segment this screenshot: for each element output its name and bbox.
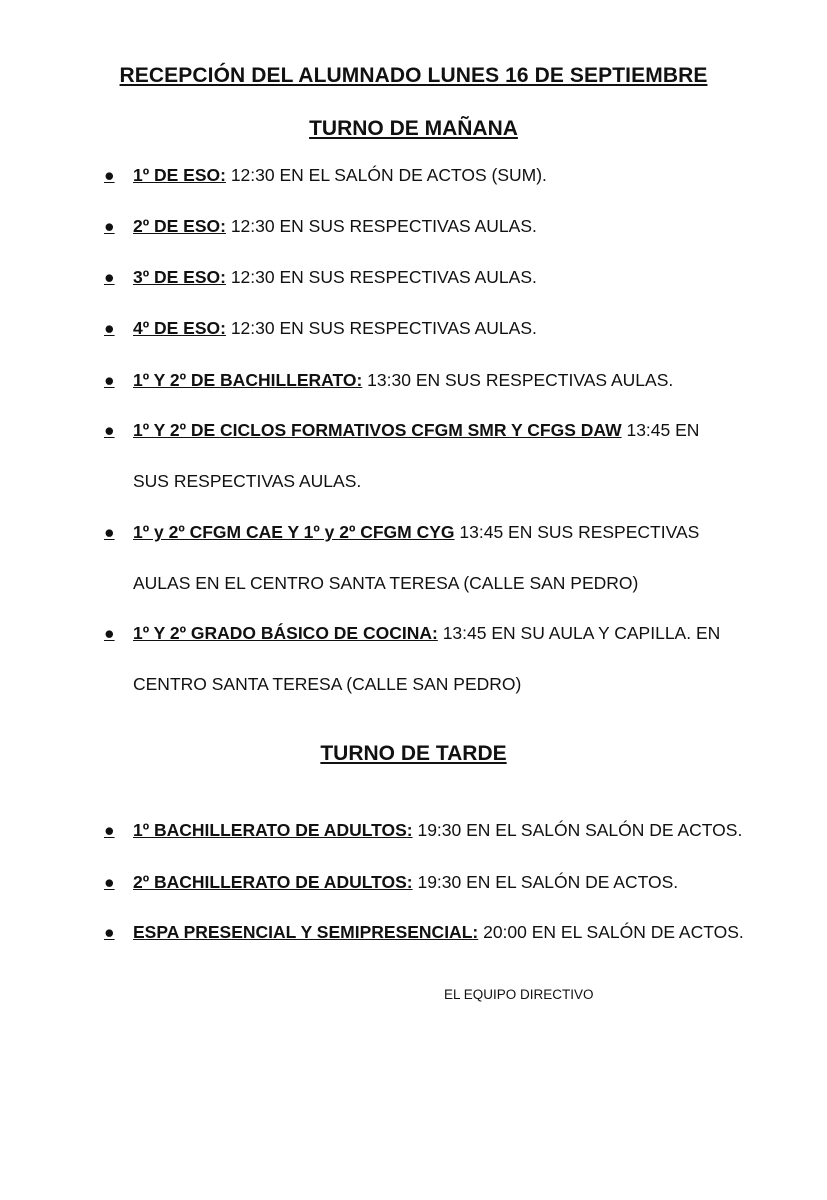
item-text: 13:45 EN bbox=[621, 420, 700, 440]
bullet-icon: ● bbox=[104, 922, 115, 942]
item-label: 1º BACHILLERATO DE ADULTOS: bbox=[133, 820, 413, 840]
item-label: 1º Y 2º DE BACHILLERATO: bbox=[133, 370, 363, 390]
item-continuation: AULAS EN EL CENTRO SANTA TERESA (CALLE SAN PEDRO) bbox=[133, 573, 639, 593]
item-line bbox=[104, 907, 784, 958]
item-line bbox=[104, 252, 784, 303]
item-continuation: SUS RESPECTIVAS AULAS. bbox=[133, 471, 362, 491]
item-line bbox=[104, 150, 784, 201]
item-text: 12:30 EN EL SALÓN DE ACTOS (SUM). bbox=[225, 165, 547, 185]
item-text: 12:30 EN SUS RESPECTIVAS AULAS. bbox=[225, 216, 537, 236]
list-item bbox=[104, 805, 784, 856]
list-item bbox=[104, 150, 784, 201]
bullet-icon: ● bbox=[104, 318, 115, 338]
bullet-icon: ● bbox=[104, 420, 115, 440]
item-text: 13:45 EN SUS RESPECTIVAS bbox=[454, 522, 700, 542]
item-label: 2º BACHILLERATO DE ADULTOS: bbox=[133, 872, 413, 892]
item-line bbox=[104, 507, 784, 558]
item-text: 19:30 EN EL SALÓN SALÓN DE ACTOS. bbox=[412, 820, 743, 840]
list-item bbox=[104, 355, 784, 406]
item-text: 12:30 EN SUS RESPECTIVAS AULAS. bbox=[225, 318, 537, 338]
item-line bbox=[104, 405, 784, 456]
item-label: 3º DE ESO: bbox=[133, 267, 226, 287]
item-label: 1º Y 2º DE CICLOS FORMATIVOS CFGM SMR Y CFGS DAW bbox=[133, 420, 622, 440]
item-text: 20:00 EN EL SALÓN DE ACTOS. bbox=[478, 922, 744, 942]
item-line bbox=[104, 608, 784, 659]
item-line bbox=[104, 857, 784, 908]
item-label: ESPA PRESENCIAL Y SEMIPRESENCIAL: bbox=[133, 922, 479, 942]
afternoon-shift-heading: TURNO DE TARDE bbox=[320, 742, 507, 765]
list-item bbox=[104, 252, 784, 303]
bullet-icon: ● bbox=[104, 522, 115, 542]
list-item bbox=[104, 507, 784, 609]
morning-shift-heading: TURNO DE MAÑANA bbox=[309, 117, 518, 140]
list-item bbox=[104, 608, 784, 710]
item-line bbox=[104, 201, 784, 252]
list-item bbox=[104, 857, 784, 908]
item-text: 12:30 EN SUS RESPECTIVAS AULAS. bbox=[225, 267, 537, 287]
item-text: 13:45 EN SU AULA Y CAPILLA. EN bbox=[437, 623, 721, 643]
bullet-icon: ● bbox=[104, 370, 115, 390]
item-continuation: CENTRO SANTA TERESA (CALLE SAN PEDRO) bbox=[133, 674, 522, 694]
bullet-icon: ● bbox=[104, 872, 115, 892]
bullet-icon: ● bbox=[104, 820, 115, 840]
item-text: 19:30 EN EL SALÓN DE ACTOS. bbox=[412, 872, 679, 892]
item-line bbox=[104, 805, 784, 856]
item-label: 4º DE ESO: bbox=[133, 318, 226, 338]
item-label: 1º Y 2º GRADO BÁSICO DE COCINA: bbox=[133, 623, 438, 643]
list-item bbox=[104, 405, 784, 507]
bullet-icon: ● bbox=[104, 623, 115, 643]
item-label: 1º DE ESO: bbox=[133, 165, 226, 185]
bullet-icon: ● bbox=[104, 165, 115, 185]
document-title: RECEPCIÓN DEL ALUMNADO LUNES 16 DE SEPTIEMBRE bbox=[119, 64, 708, 87]
list-item bbox=[104, 303, 784, 354]
item-line bbox=[104, 355, 784, 406]
item-line bbox=[104, 303, 784, 354]
item-label: 2º DE ESO: bbox=[133, 216, 226, 236]
list-item bbox=[104, 907, 784, 958]
bullet-icon: ● bbox=[104, 216, 115, 236]
item-label: 1º y 2º CFGM CAE Y 1º y 2º CFGM CYG bbox=[133, 522, 455, 542]
signature: EL EQUIPO DIRECTIVO bbox=[444, 987, 594, 1002]
bullet-icon: ● bbox=[104, 267, 115, 287]
item-text: 13:30 EN SUS RESPECTIVAS AULAS. bbox=[362, 370, 674, 390]
list-item bbox=[104, 201, 784, 252]
